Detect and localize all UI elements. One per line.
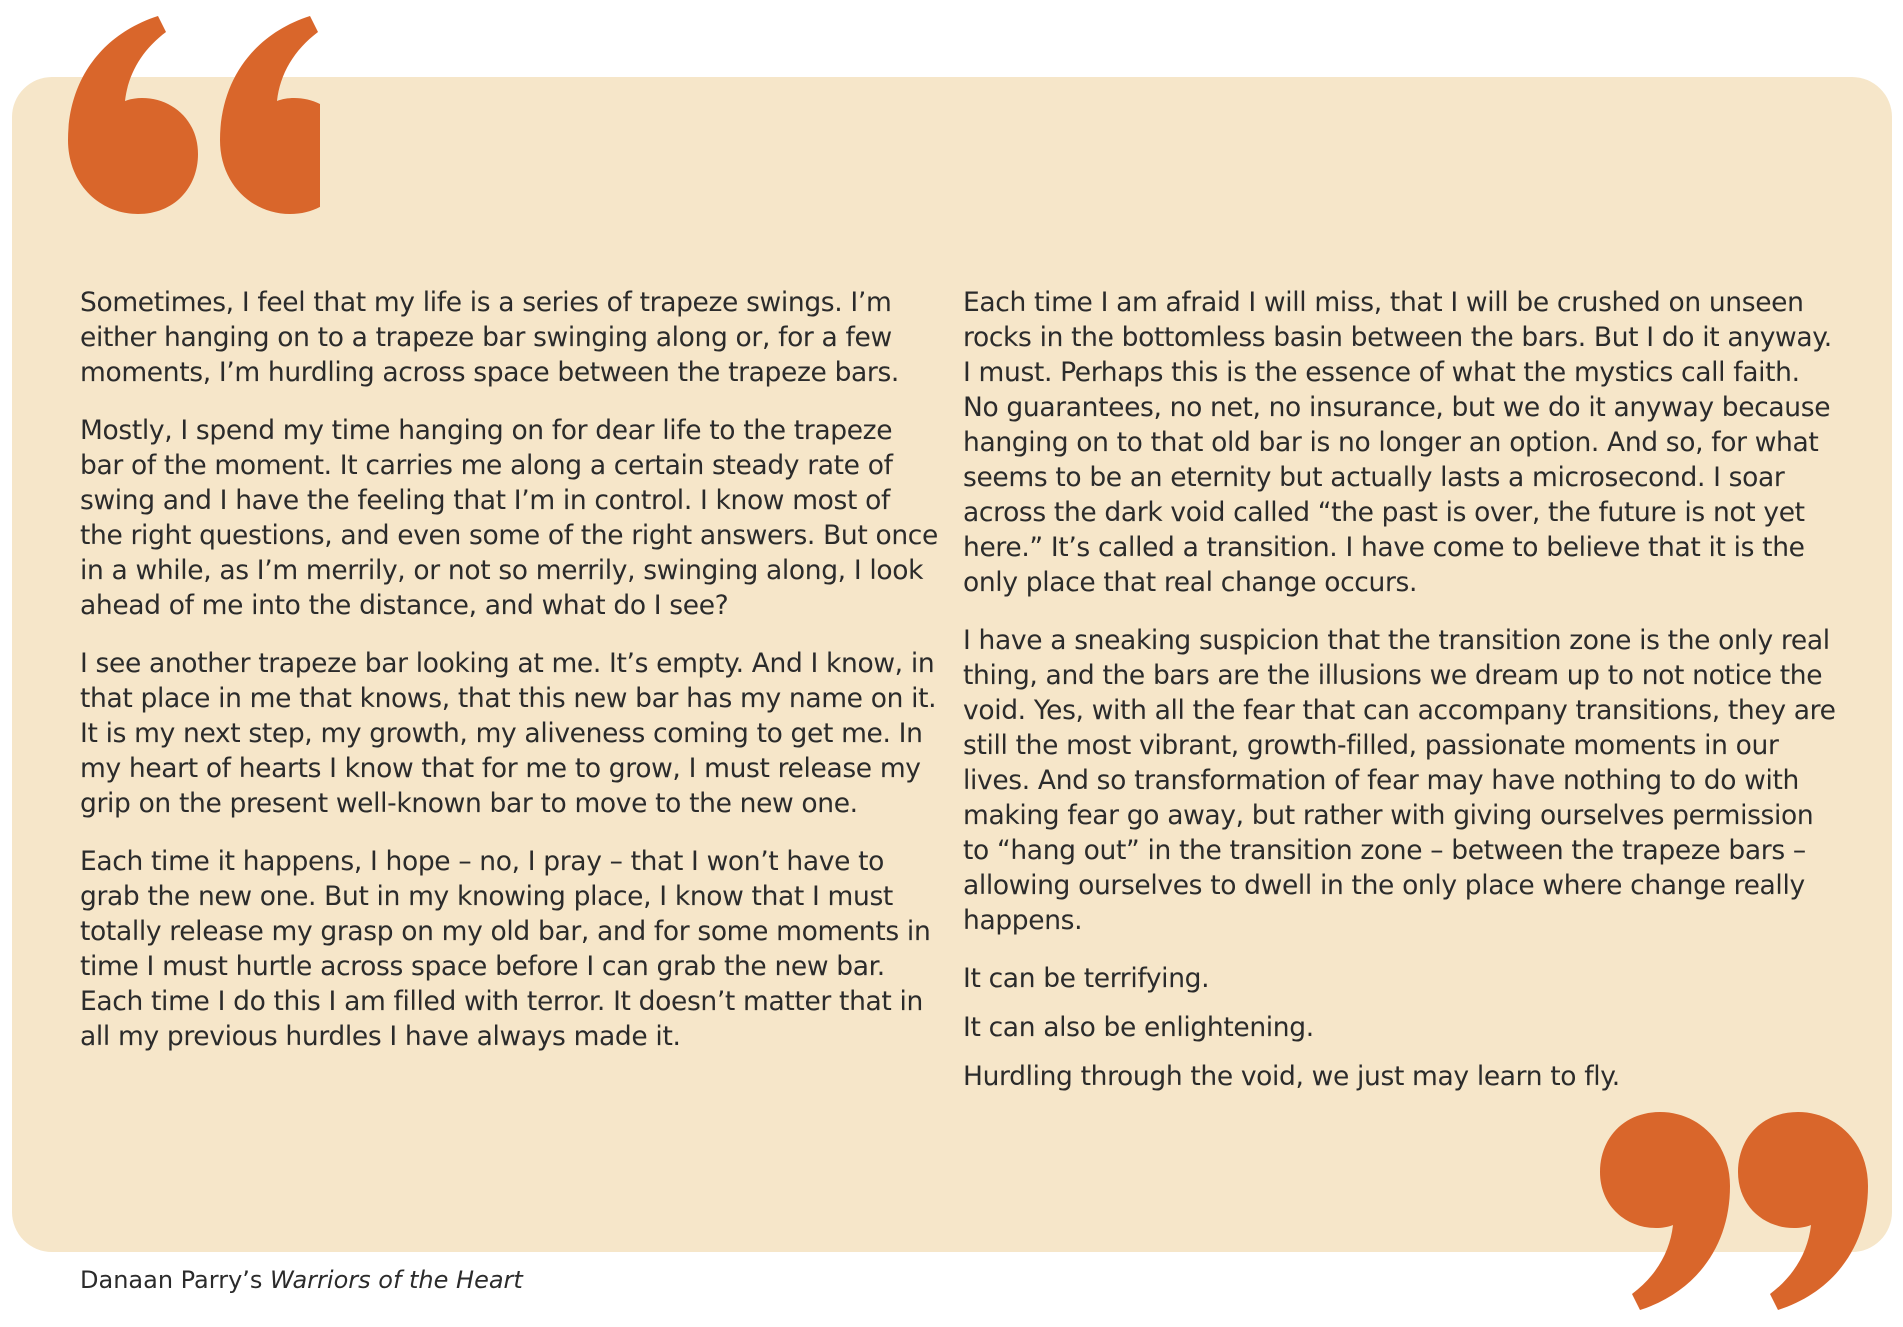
caption-author: Danaan Parry’s (80, 1266, 263, 1294)
left-paragraph-3: I see another trapeze bar looking at me. It’s empty. And I know, in that place in me that knows, that this new bar has my name on it. It is my next step, my growth, my aliveness coming to get me. In my heart of hearts I know that for me to grow, I must release my grip on the present well-known bar to move to the new one. (80, 648, 937, 819)
left-text-column (80, 285, 940, 1077)
close-quote-mark-icon (1600, 1110, 1870, 1320)
left-paragraph-4: Each time it happens, I hope – no, I pray – that I won’t have to grab the new one. But in my knowing place, I know that I must totally release my grasp on my old bar, and for some moments in time I must hurtle across space before I can grab the new bar. Each time I do this I am filled with terror. It doesn’t matter that in all my previous hurdles I have always made it. (80, 846, 931, 1052)
right-paragraph-1: Each time I am afraid I will miss, that I will be crushed on unseen rocks in the bottomless basin between the bars. But I do it anyway. I must. Perhaps this is the essence of what the mystics call faith. No guarantees, no net, no insurance, but we do it anyway because hanging on to that old bar is no longer an option. And so, for what seems to be an eternity but actually lasts a microsecond. I soar across the dark void called “the past is over, the future is not yet here.” It’s called a transition. I have come to believe that it is the only place that real change occurs. (963, 287, 1832, 598)
right-paragraph-4: It can also be enlightening. (963, 1012, 1314, 1043)
left-paragraph-1: Sometimes, I feel that my life is a series of trapeze swings. I’m either hanging on to a trapeze bar swinging along or, for a few moments, I’m hurdling across space between the trapeze bars. (80, 287, 900, 388)
left-paragraph-2: Mostly, I spend my time hanging on for dear life to the trapeze bar of the moment. It carries me along a certain steady rate of swing and I have the feeling that I’m in control. I know most of the right questions, and even some of the right answers. But once in a while, as I’m merrily, or not so merrily, swinging along, I look ahead of me into the distance, and what do I see? (80, 415, 938, 621)
right-paragraph-3: It can be terrifying. (963, 963, 1210, 994)
source-caption (80, 1265, 523, 1295)
caption-book-title: Warriors of the Heart (270, 1266, 523, 1294)
right-text-column (963, 285, 1843, 1108)
right-paragraph-2: I have a sneaking suspicion that the transition zone is the only real thing, and the bars are the illusions we dream up to not notice the void. Yes, with all the fear that can accompany transitions, they are still the most vibrant, growth-filled, passionate moments in our lives. And so transformation of fear may have nothing to do with making fear go away, but rather with giving ourselves permission to “hang out” in the transition zone – between the trapeze bars – allowing ourselves to dwell in the only place where change really happens. (963, 625, 1836, 936)
right-paragraph-5: Hurdling through the void, we just may learn to fly. (963, 1061, 1620, 1092)
open-quote-mark-icon (30, 8, 320, 218)
